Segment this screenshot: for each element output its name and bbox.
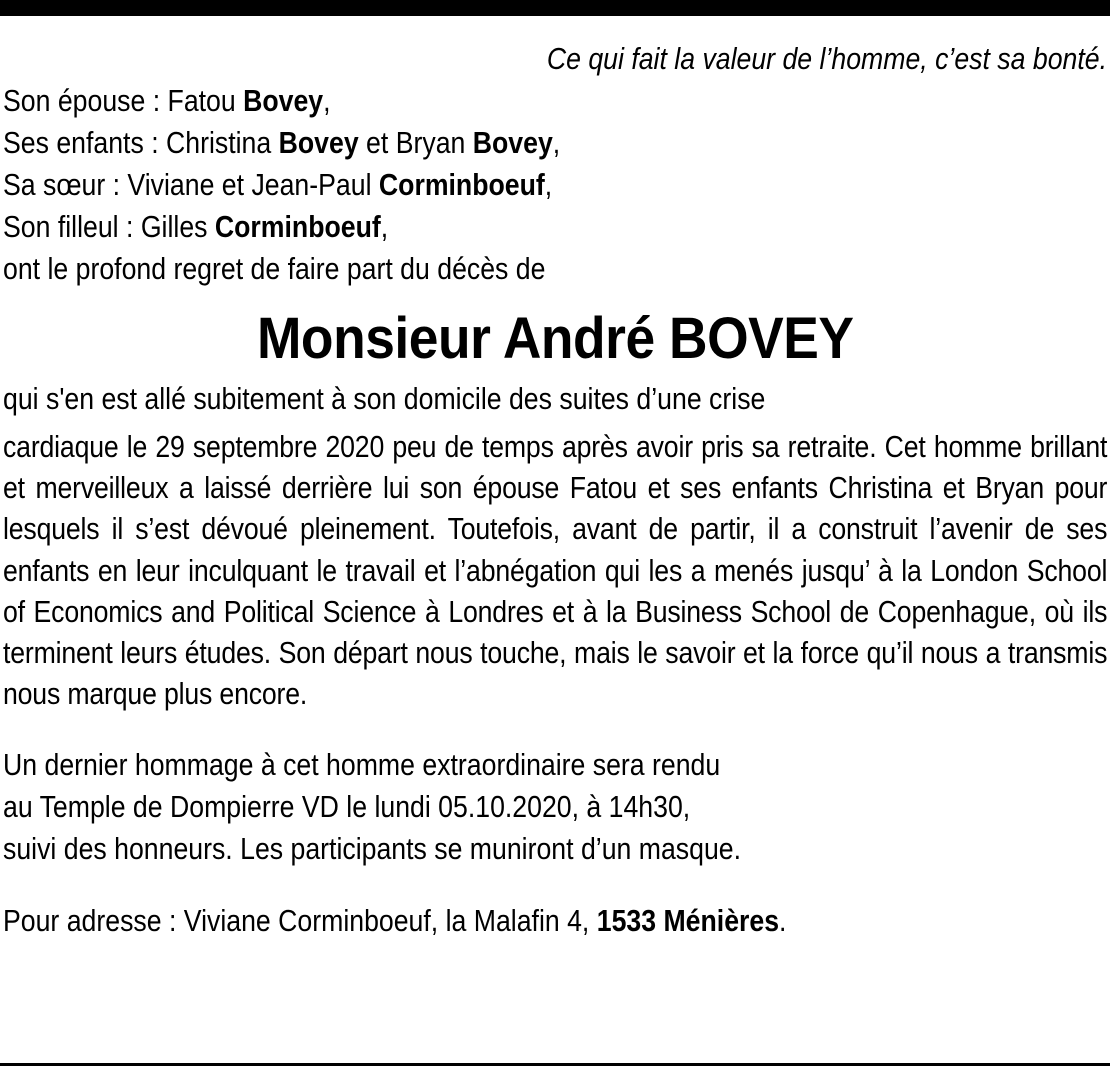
announcement-line: ont le profond regret de faire part du décès de: [3, 251, 546, 286]
spacer: [3, 714, 1107, 744]
ceremony-line: Un dernier hommage à cet homme extraordinaire sera rendu: [3, 747, 721, 783]
story-first-line: qui s'en est allé subitement à son domicile des suites d’une crise: [3, 381, 766, 416]
punctuation: ,: [544, 167, 553, 202]
address-prefix: Pour adresse : Viviane Corminboeuf, la Malafin 4,: [3, 903, 597, 939]
family-surname: Corminboeuf: [378, 167, 545, 202]
punctuation: ,: [552, 125, 561, 160]
family-line-children: [3, 122, 952, 164]
family-surname: Bovey: [472, 125, 553, 160]
obituary-notice: [3, 38, 1107, 942]
family-surname: Bovey: [278, 125, 359, 160]
family-label: Sa sœur : Viviane et Jean-Paul: [3, 167, 379, 202]
family-line-godson: [3, 206, 952, 248]
punctuation: .: [779, 903, 787, 939]
family-label: Son épouse : Fatou: [3, 83, 244, 118]
bottom-rule: [0, 1063, 1110, 1066]
punctuation: ,: [380, 209, 389, 244]
family-line-sister: [3, 164, 952, 206]
family-label: Ses enfants : Christina: [3, 125, 279, 160]
ceremony-line: au Temple de Dompierre VD le lundi 05.10.2020, à 14h30,: [3, 789, 691, 825]
punctuation: ,: [323, 83, 331, 118]
family-label: et Bryan: [358, 125, 473, 160]
deceased-name: [3, 300, 1107, 378]
family-line-spouse: [3, 80, 952, 122]
family-surname: Bovey: [243, 83, 324, 118]
address-place: 1533 Ménières: [596, 903, 780, 939]
epigraph-quote: Ce qui fait la valeur de l’homme, c’est sa bonté.: [546, 41, 1107, 76]
family-label: Son filleul : Gilles: [3, 209, 215, 244]
ceremony-line: suivi des honneurs. Les participants se muniront d’un masque.: [3, 831, 742, 867]
family-surname: Corminboeuf: [214, 209, 381, 244]
address-line: [3, 900, 952, 942]
top-rule: [0, 0, 1110, 16]
deceased-name-text: Monsieur André BOVEY: [256, 306, 854, 371]
spacer: [3, 870, 1107, 900]
story-paragraph: cardiaque le 29 septembre 2020 peu de temps après avoir pris sa retraite. Cet homme brillant et merveilleux a laissé derrière lui son épouse Fatou et ses enfants Christina et Bryan pour lesquels il s’est dévoué pleinement. Toutefois, avant de partir, il a construit l’avenir de ses enfants en leur inculquant le travail et l’abnégation qui les a menés jusqu’ à la London School of Economics and Political Science à Londres et à la Business School de Copenhague, où ils terminent leurs études. Son départ nous touche, mais le savoir et la force qu’il nous a transmis nous marque plus encore.: [3, 429, 1108, 712]
